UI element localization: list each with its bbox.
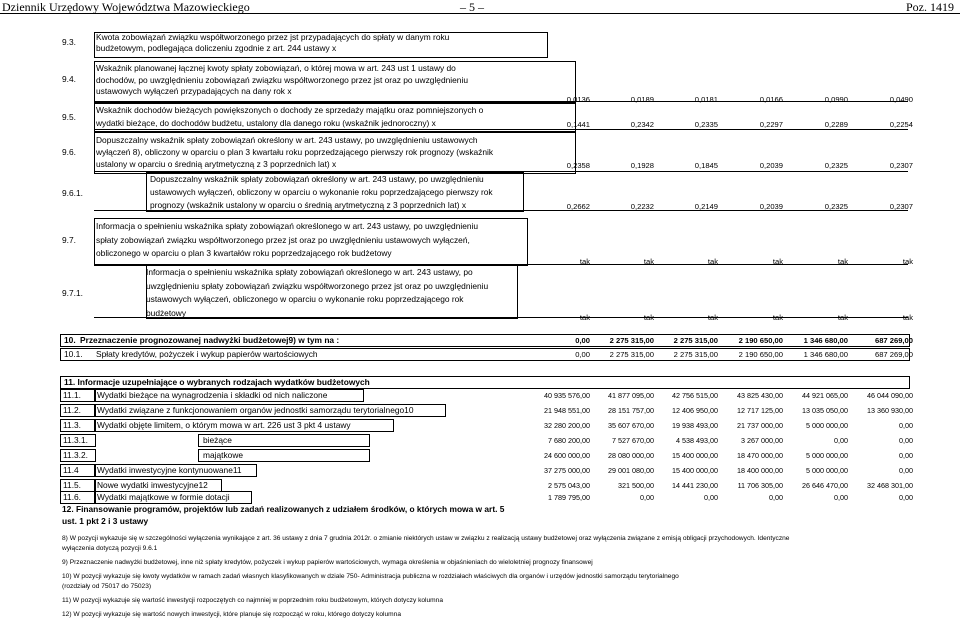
row-text-line: uwzględnieniu spłaty zobowiązań związku współtworzonego przez jst oraz po uwzględnieniu — [146, 280, 489, 291]
value-cell: 3 267 000,00 — [741, 436, 783, 445]
value-cell: 0,2232 — [630, 202, 654, 211]
value-cell: 0,2149 — [694, 202, 718, 211]
value-cell: 13 035 050,00 — [802, 406, 848, 415]
value-cell: 40 935 576,00 — [544, 391, 590, 400]
value-cell: 18 400 000,00 — [737, 466, 783, 475]
value-cell: 28 151 757,00 — [608, 406, 654, 415]
row-number: 11.5. — [63, 480, 82, 490]
value-cell: 21 948 551,00 — [544, 406, 590, 415]
row-number: 9.3. — [62, 37, 76, 47]
value-cell: 13 360 930,00 — [867, 406, 913, 415]
header-rule — [0, 13, 960, 14]
row-rule — [94, 129, 908, 130]
row-11-label: 11. Informacje uzupełniające o wybranych rodzajach wydatków budżetowych — [64, 377, 370, 387]
value-cell: 0,2342 — [630, 120, 654, 129]
footnote-line: 10) W pozycji wykazuje się kwoty wydatków w ramach zadań własnych klasyfikowanych w dziale 750- Administracja publiczna w rozdziałach właściwych dla organów i urzędów jednostki samorządu terytorialnego — [62, 573, 679, 580]
row-text-line: Wskaźnik planowanej łącznej kwoty spłaty zobowiązań, o której mowa w art. 243 ust 1 ustawy do — [96, 63, 456, 73]
value-cell: 0,0166 — [759, 95, 783, 104]
row-text-line: budżetowym, podlegająca doliczeniu zgodnie z art. 244 ustawy x — [96, 43, 337, 53]
row-rule — [94, 264, 908, 265]
row-text-line: budżetowy — [146, 307, 187, 318]
value-cell: 1 789 795,00 — [548, 493, 590, 502]
row-12-line-1: 12. Finansowanie programów, projektów lub zadań realizowanych z udziałem środków, o których mowa w art. 5 — [62, 504, 505, 514]
row-label: bieżące — [203, 435, 232, 445]
value-cell: 0,0136 — [566, 95, 590, 104]
value-cell: 0,2254 — [889, 120, 913, 129]
row-label: majątkowe — [203, 450, 244, 460]
row-label: Wydatki objęte limitem, o którym mowa w art. 226 ust 3 pkt 4 ustawy — [97, 420, 351, 430]
row-text-line: Informacja o spełnieniu wskaźnika spłaty zobowiązań określonego w art. 243 ustawy, po uwzględnieniu — [96, 221, 479, 231]
row-number: 11.6. — [63, 492, 82, 502]
value-cell: 0,00 — [704, 493, 718, 502]
value-cell: 0,2307 — [889, 161, 913, 170]
value-cell: 0,00 — [899, 493, 913, 502]
value-cell: 0,00 — [899, 466, 913, 475]
value-cell: 0,00 — [640, 493, 654, 502]
footnote-line: wyłączenia dotyczą pozycji 9.6.1 — [62, 545, 158, 552]
value-cell: 32 468 301,00 — [867, 481, 913, 490]
row-text-line: ustawowych wyłączeń, obliczonego w oparciu o wykonanie roku poprzedzającego rok — [146, 294, 464, 304]
value-cell: 0,2039 — [759, 161, 783, 170]
value-cell: tak — [707, 257, 718, 266]
value-cell: 0,00 — [834, 493, 848, 502]
row-10-number: 10. — [64, 335, 76, 345]
row-label: Nowe wydatki inwestycyjne12 — [97, 480, 208, 490]
value-cell: 14 441 230,00 — [672, 481, 718, 490]
footnote-line: 9) Przeznaczenie nadwyżki budżetowej, inne niż spłaty kredytów, pożyczek i wykup papierów wartościowych, wymaga określenia w objaśnieniach do wieloletniej prognozy finansowej — [62, 559, 593, 566]
row-label: Wydatki majątkowe w formie dotacji — [97, 492, 230, 502]
value-cell: 7 680 200,00 — [548, 436, 590, 445]
footnote-line: (rozdziały od 75017 do 75023) — [62, 583, 152, 590]
position-number: Poz. 1419 — [906, 0, 954, 14]
row-number: 11.3.1. — [63, 435, 88, 445]
value-cell: 0,00 — [899, 451, 913, 460]
value-cell: 43 825 430,00 — [737, 391, 783, 400]
row-number: 11.4 — [63, 465, 79, 475]
page-number: – 5 – — [460, 0, 484, 14]
value-cell: 2 275 315,00 — [673, 350, 718, 359]
value-cell: 0,00 — [899, 436, 913, 445]
row-number: 11.2. — [63, 405, 82, 415]
value-cell: tak — [707, 313, 718, 322]
value-cell: 2 190 650,00 — [738, 350, 783, 359]
value-cell: tak — [643, 313, 654, 322]
value-cell: 0,00 — [575, 336, 590, 345]
row-number: 11.1. — [63, 390, 82, 400]
row-text-line: obliczonego w oparciu o plan 3 kwartałów roku poprzedzającego rok budżetowy — [96, 248, 392, 258]
value-cell: tak — [579, 313, 590, 322]
row-text-line: Kwota zobowiązań związku współtworzonego przez jst przypadających do spłaty w danym roku — [96, 32, 450, 42]
value-cell: 321 500,00 — [618, 481, 654, 490]
row-rule — [94, 210, 908, 211]
value-cell: 0,00 — [769, 493, 783, 502]
row-label: Wydatki inwestycyjne kontynuowane11 — [97, 465, 242, 475]
row-number: 9.7. — [62, 235, 76, 246]
value-cell: 0,0990 — [824, 95, 848, 104]
value-cell: 41 877 095,00 — [608, 391, 654, 400]
value-cell: 5 000 000,00 — [806, 421, 848, 430]
row-10-1-number: 10.1. — [64, 349, 83, 359]
value-cell: 0,1845 — [694, 161, 718, 170]
value-cell: 2 275 315,00 — [673, 336, 718, 345]
value-cell: tak — [837, 313, 848, 322]
value-cell: 0,2358 — [566, 161, 590, 170]
row-rule — [94, 101, 908, 102]
row-12-line-2: ust. 1 pkt 2 i 3 ustawy — [62, 516, 149, 526]
row-rule — [94, 317, 908, 318]
row-number: 11.3. — [63, 420, 82, 430]
row-number: 11.3.2. — [63, 450, 88, 460]
row-text-line: wydatki bieżące, do dochodów budżetu, ustalony dla danego roku (wskaźnik jednoroczny) x — [96, 118, 436, 128]
value-cell: 0,1441 — [566, 120, 590, 129]
value-cell: tak — [579, 257, 590, 266]
value-cell: 0,2325 — [824, 202, 848, 211]
value-cell: 12 406 950,00 — [672, 406, 718, 415]
row-number: 9.5. — [62, 112, 76, 122]
value-cell: 19 938 493,00 — [672, 421, 718, 430]
value-cell: 46 044 090,00 — [867, 391, 913, 400]
value-cell: 0,2325 — [824, 161, 848, 170]
row-number: 9.4. — [62, 74, 76, 85]
row-number: 9.6. — [62, 147, 76, 157]
row-text-line: wyłączeń 8), obliczony w oparciu o plan 3 kwartału roku poprzedzającego pierwszy rok prognozy (wskaźnik — [96, 147, 494, 157]
value-cell: 11 706 305,00 — [737, 481, 783, 490]
page-header — [0, 0, 960, 14]
value-cell: 44 921 065,00 — [802, 391, 848, 400]
value-cell: 37 275 000,00 — [544, 466, 590, 475]
value-cell: 2 190 650,00 — [738, 336, 783, 345]
value-cell: 15 400 000,00 — [672, 451, 718, 460]
row-text-line: Informacja o spełnieniu wskaźnika spłaty zobowiązań określonego w art. 243 ustawy, po — [146, 267, 473, 277]
value-cell: 0,2289 — [824, 120, 848, 129]
value-cell: 28 080 000,00 — [608, 451, 654, 460]
value-cell: 24 600 000,00 — [544, 451, 590, 460]
row-number: 9.6.1. — [62, 187, 83, 198]
value-cell: tak — [772, 257, 783, 266]
row-text-line: spłaty zobowiązań związku współtworzonego przez jst oraz po uwzględnieniu ustawowych wyłączeń, — [96, 234, 470, 245]
value-cell: tak — [902, 257, 913, 266]
footnote-line: 8) W pozycji wykazuje się w szczególności wyłączenia wynikające z art. 36 ustawy z dnia 7 grudnia 2012r. o zmianie niektórych ustaw w związku z realizacją ustawy budżetowej oraz wyłączenia związane z emisją obligacji przychodowych. Identyczne — [62, 535, 790, 542]
value-cell: 12 717 125,00 — [737, 406, 783, 415]
row-10-label: Przeznaczenie prognozowanej nadwyżki budżetowej9) w tym na : — [80, 335, 340, 345]
value-cell: 42 756 515,00 — [672, 391, 718, 400]
row-10-1-label: Spłaty kredytów, pożyczek i wykup papierów wartościowych — [96, 349, 318, 359]
row-text-line: ustawowych wyłączeń przypadających na dany rok x — [96, 86, 292, 96]
value-cell: 5 000 000,00 — [806, 451, 848, 460]
value-cell: tak — [837, 257, 848, 266]
value-cell: 0,0181 — [694, 95, 718, 104]
value-cell: 35 607 670,00 — [608, 421, 654, 430]
footnote-line: 11) W pozycji wykazuje się wartość inwestycji rozpoczętych co najmniej w poprzednim roku budżetowym, których dotyczy kolumna — [62, 597, 443, 604]
value-cell: 15 400 000,00 — [672, 466, 718, 475]
value-cell: 0,00 — [575, 350, 590, 359]
value-cell: 0,1928 — [630, 161, 654, 170]
footnote-line: 12) W pozycji wykazuje się wartość nowych inwestycji, które planuje się rozpocząć w roku, którego dotyczy kolumna — [62, 611, 401, 618]
row-text-line: ustalony w oparciu o średnią arytmetyczną z 3 poprzednich lat) x — [96, 159, 337, 169]
value-cell: tak — [902, 313, 913, 322]
value-cell: 687 269,00 — [874, 350, 913, 359]
value-cell: 0,2297 — [759, 120, 783, 129]
value-cell: 5 000 000,00 — [806, 466, 848, 475]
value-cell: 21 737 000,00 — [737, 421, 783, 430]
value-cell: 1 346 680,00 — [803, 336, 848, 345]
value-cell: 1 346 680,00 — [803, 350, 848, 359]
value-cell: tak — [643, 257, 654, 266]
value-cell: 0,2662 — [566, 202, 590, 211]
value-cell: 7 527 670,00 — [612, 436, 654, 445]
value-cell: 0,2307 — [889, 202, 913, 211]
row-text-line: ustawowych wyłączeń, obliczony w oparciu o wykonanie roku poprzedzającego pierwszy rok — [150, 187, 493, 197]
value-cell: 0,2039 — [759, 202, 783, 211]
row-label: Wydatki związane z funkcjonowaniem organów jednostki samorządu terytorialnego10 — [97, 405, 414, 415]
value-cell: 18 470 000,00 — [737, 451, 783, 460]
row-text-line: Wskaźnik dochodów bieżących powiększonych o dochody ze sprzedaży majątku oraz pomniejszonych o — [96, 105, 484, 115]
row-text-line: Dopuszczalny wskaźnik spłaty zobowiązań określony w art. 243 ustawy, po uwzględnieniu ustawowych — [96, 135, 478, 145]
row-text-line: prognozy (wskaźnik ustalony w oparciu o średnią arytmetyczną z 3 poprzednich lat) x — [150, 200, 467, 210]
row-rule — [94, 171, 908, 172]
value-cell: 4 538 493,00 — [676, 436, 718, 445]
value-cell: 2 275 315,00 — [609, 336, 654, 345]
value-cell: 687 269,00 — [874, 336, 913, 345]
value-cell: 0,0189 — [630, 95, 654, 104]
value-cell: 26 646 470,00 — [802, 481, 848, 490]
row-label: Wydatki bieżące na wynagrodzenia i składki od nich naliczone — [97, 390, 328, 400]
value-cell: 29 001 080,00 — [608, 466, 654, 475]
value-cell: 2 275 315,00 — [609, 350, 654, 359]
value-cell: 32 280 200,00 — [544, 421, 590, 430]
journal-title: Dziennik Urzędowy Województwa Mazowieckiego — [2, 0, 250, 14]
value-cell: 0,2335 — [694, 120, 718, 129]
value-cell: 0,00 — [899, 421, 913, 430]
value-cell: tak — [772, 313, 783, 322]
value-cell: 0,00 — [834, 436, 848, 445]
row-text-line: Dopuszczalny wskaźnik spłaty zobowiązań określony w art. 243 ustawy, po uwzględnieniu — [150, 174, 484, 184]
value-cell: 2 575 043,00 — [548, 481, 590, 490]
value-cell: 0,0490 — [889, 95, 913, 104]
row-text-line: dochodów, po uwzględnieniu zobowiązań związku współtworzonego przez jst oraz po uwzględnieniu — [96, 74, 468, 85]
row-number: 9.7.1. — [62, 288, 83, 298]
